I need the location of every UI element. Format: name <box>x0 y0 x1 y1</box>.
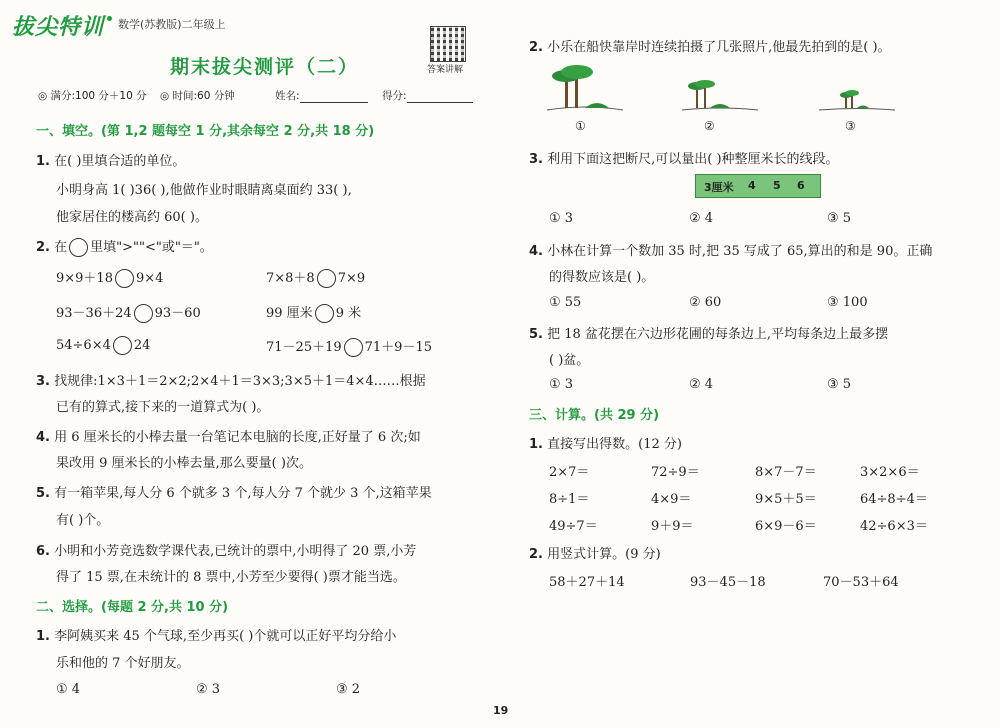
calc-item: 8×7－7＝ <box>755 465 817 480</box>
question-3-line2: 已有的算式,接下来的一道算式为( )。 <box>56 400 270 415</box>
choice-5 <box>529 323 888 342</box>
option: ① 55 <box>549 295 582 310</box>
vertical-calc: 70－53＋64 <box>823 575 899 590</box>
choice-1 <box>36 625 396 644</box>
compare-right: 24 <box>133 338 151 353</box>
compare-circle <box>317 269 336 288</box>
photo-label: ② <box>704 119 715 133</box>
question-text-pre: 在 <box>54 240 68 255</box>
name-blank <box>300 102 368 103</box>
calc-item: 64÷8÷4＝ <box>860 492 928 507</box>
compare-left: 7×8＋8 <box>266 271 315 286</box>
name-label: 姓名: <box>275 90 300 102</box>
question-number: 4. <box>36 430 50 445</box>
question-5 <box>36 482 432 501</box>
compare-left: 93－36＋24 <box>56 306 132 321</box>
question-number: 6. <box>36 544 50 559</box>
question-number: 5. <box>36 486 50 501</box>
shore-photo-3-icon <box>817 60 897 116</box>
option: ③ 5 <box>827 211 852 226</box>
compare-right: 9×4 <box>135 271 164 286</box>
choice-1-line2: 乐和他的 7 个好朋友。 <box>56 656 190 671</box>
question-2 <box>36 236 213 257</box>
calc-item: 49÷7＝ <box>549 519 598 534</box>
question-4-line2: 果改用 9 厘米长的小棒去量,那么要量( )次。 <box>56 456 312 471</box>
calc-item: 72÷9＝ <box>651 465 700 480</box>
choice-5-line2: ( )盆。 <box>549 353 590 368</box>
question-number: 1. <box>529 437 543 452</box>
question-text-post: 里填">""<"或"＝"。 <box>90 240 213 255</box>
compare-item <box>266 336 432 357</box>
question-number: 3. <box>36 374 50 389</box>
option: ③ 100 <box>827 295 868 310</box>
question-text: 小乐在船快靠岸时连续拍摄了几张照片,他最先拍到的是( )。 <box>547 40 891 55</box>
ruler-unit: 3厘米 <box>704 181 734 194</box>
question-text: 用 6 厘米长的小棒去量一台笔记本电脑的长度,正好量了 6 次;如 <box>54 430 421 445</box>
brand-dot <box>107 16 112 21</box>
question-1-line1: 小明身高 1( )36( ),他做作业时眼睛离桌面约 33( ), <box>56 183 352 198</box>
option: ③ 2 <box>336 682 361 697</box>
full-score: ◎ 满分:100 分＋10 分 <box>38 90 147 102</box>
compare-right: 71＋9－15 <box>364 340 432 355</box>
brand-logo: 拔尖特训 <box>12 15 105 40</box>
broken-ruler <box>695 174 821 198</box>
question-number: 5. <box>529 327 543 342</box>
choice-3 <box>529 148 839 167</box>
question-number: 2. <box>529 40 543 55</box>
option: ① 3 <box>549 377 574 392</box>
question-number: 1. <box>36 154 50 169</box>
compare-item <box>56 267 163 288</box>
section-calculation: 三、计算。(共 29 分) <box>529 408 660 423</box>
calc-item: 4×9＝ <box>651 492 692 507</box>
calc-item: 42÷6×3＝ <box>860 519 928 534</box>
option: ① 3 <box>549 211 574 226</box>
photo-label: ③ <box>845 119 856 133</box>
choice-4 <box>529 240 932 259</box>
score-field <box>382 88 473 103</box>
question-text: 有一箱苹果,每人分 6 个就多 3 个,每人分 7 个就少 3 个,这箱苹果 <box>54 486 432 501</box>
question-text: 直接写出得数。(12 分) <box>547 437 682 452</box>
option: ③ 5 <box>827 377 852 392</box>
question-4 <box>36 426 421 445</box>
score-blank <box>407 102 473 103</box>
page-title: 期末拔尖测评（二） <box>170 56 360 78</box>
choice-4-line2: 的得数应该是( )。 <box>549 270 655 285</box>
vertical-calc: 93－45－18 <box>690 575 766 590</box>
question-text: 小明和小芳竞选数学课代表,已统计的票中,小明得了 20 票,小芳 <box>54 544 417 559</box>
question-number: 3. <box>529 152 543 167</box>
name-field <box>275 88 368 103</box>
question-text: 用竖式计算。(9 分) <box>547 547 661 562</box>
section-fill-in: 一、填空。(第 1,2 题每空 1 分,其余每空 2 分,共 18 分) <box>36 124 375 139</box>
calc-item: 9＋9＝ <box>651 519 694 534</box>
choice-2 <box>529 36 891 55</box>
ruler-tick: 5 <box>773 179 781 192</box>
option: ② 4 <box>689 377 714 392</box>
calc-1 <box>529 433 682 452</box>
compare-left: 71－25＋19 <box>266 340 342 355</box>
subject-label: 数学(苏教版)二年级上 <box>118 18 226 31</box>
compare-circle <box>69 238 88 257</box>
option: ① 4 <box>56 682 81 697</box>
calc-item: 2×7＝ <box>549 465 590 480</box>
compare-right: 9 米 <box>335 306 362 321</box>
photo-label: ① <box>575 119 586 133</box>
compare-item <box>56 302 201 323</box>
question-text: 把 18 盆花摆在六边形花圃的每条边上,平均每条边上最多摆 <box>547 327 889 342</box>
calc-item: 8÷1＝ <box>549 492 590 507</box>
section-choice: 二、选择。(每题 2 分,共 10 分) <box>36 600 229 615</box>
compare-circle <box>315 304 334 323</box>
compare-circle <box>344 338 363 357</box>
shore-photo-2-icon <box>680 60 760 116</box>
compare-right: 7×9 <box>337 271 366 286</box>
question-6 <box>36 540 416 559</box>
question-number: 4. <box>529 244 543 259</box>
question-text: 小林在计算一个数加 35 时,把 35 写成了 65,算出的和是 90。正确 <box>547 244 933 259</box>
calc-item: 3×2×6＝ <box>860 465 920 480</box>
compare-item <box>266 302 361 323</box>
question-number: 1. <box>36 629 50 644</box>
calc-item: 6×9－6＝ <box>755 519 817 534</box>
compare-circle <box>115 269 134 288</box>
qr-label: 答案讲解 <box>427 65 464 75</box>
question-6-line2: 得了 15 票,在未统计的 8 票中,小芳至少要得( )票才能当选。 <box>56 570 406 585</box>
shore-photo-1-icon <box>545 60 625 116</box>
ruler-tick: 4 <box>748 179 756 192</box>
compare-circle <box>134 304 153 323</box>
page-number: 19 <box>493 704 509 717</box>
question-number: 2. <box>529 547 543 562</box>
compare-item <box>56 336 150 355</box>
score-label: 得分: <box>382 90 407 102</box>
question-1-line2: 他家居住的楼高约 60( )。 <box>56 210 208 225</box>
calc-2 <box>529 543 661 562</box>
compare-right: 93－60 <box>154 306 201 321</box>
vertical-calc: 58＋27＋14 <box>549 575 625 590</box>
option: ② 3 <box>196 682 221 697</box>
question-text: 找规律:1×3＋1＝2×2;2×4＋1＝3×3;3×5＋1＝4×4……根据 <box>54 374 426 389</box>
option: ② 4 <box>689 211 714 226</box>
ruler-tick: 6 <box>797 179 805 192</box>
qr-code-icon <box>430 26 466 62</box>
question-text: 李阿姨买来 45 个气球,至少再买( )个就可以正好平均分给小 <box>54 629 397 644</box>
compare-left: 54÷6×4 <box>56 338 111 353</box>
compare-left: 9×9＋18 <box>56 271 113 286</box>
option: ② 60 <box>689 295 722 310</box>
compare-circle <box>113 336 132 355</box>
question-text: 利用下面这把断尺,可以量出( )种整厘米长的线段。 <box>547 152 839 167</box>
compare-left: 99 厘米 <box>266 306 313 321</box>
calc-item: 9×5＋5＝ <box>755 492 817 507</box>
question-3 <box>36 370 426 389</box>
question-1 <box>36 150 185 169</box>
time-limit: ◎ 时间:60 分钟 <box>160 90 235 102</box>
question-5-line2: 有( )个。 <box>56 513 110 528</box>
compare-item <box>266 267 365 288</box>
question-text: 在( )里填合适的单位。 <box>54 154 186 169</box>
question-number: 2. <box>36 240 50 255</box>
